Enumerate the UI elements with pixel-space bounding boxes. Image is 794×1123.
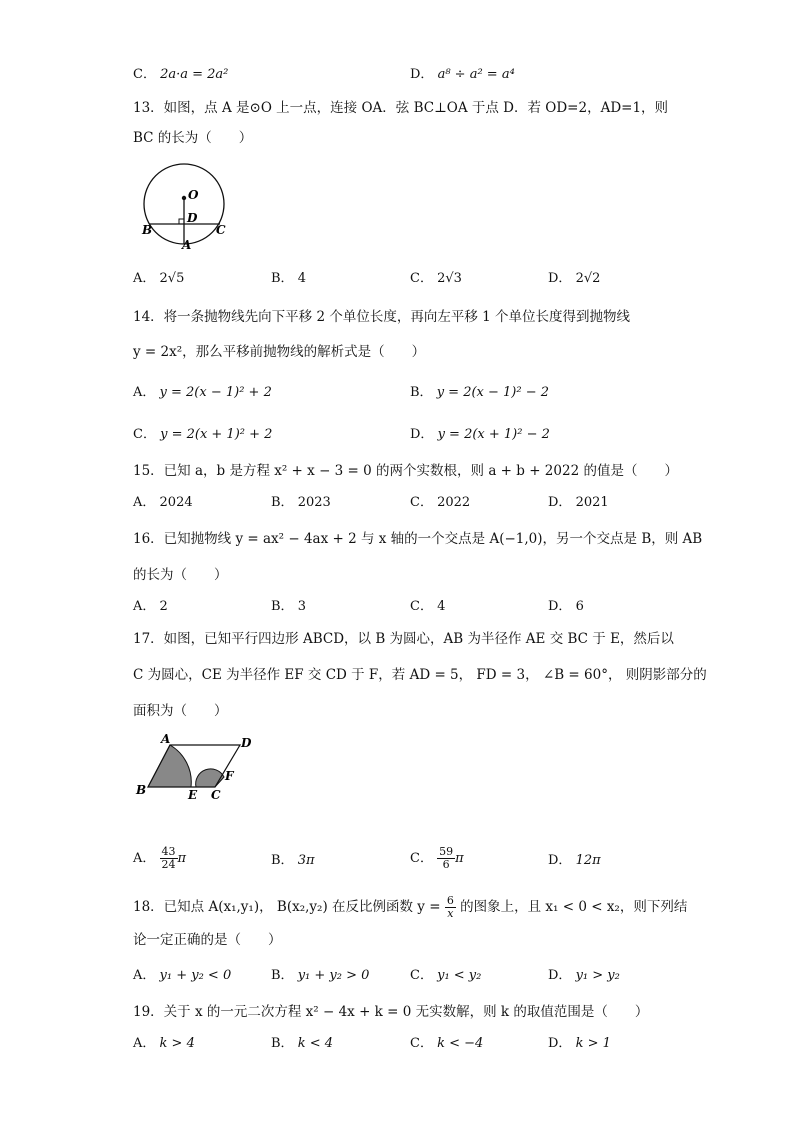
fraction: $\frac{43}{24}$ — [161, 845, 176, 871]
q17-stem-line2: C 为圆心，CE 为半径作 EF 交 CD 于 F，若 AD = 5， FD = 3， ∠B = 60°， 则阴影部分的 — [133, 667, 707, 683]
q14-option-a: A． y = 2(x − 1)² + 2 — [133, 385, 272, 400]
q15-option-b: B． 2023 — [271, 495, 331, 510]
label-c: C — [211, 788, 221, 802]
label-b: B — [136, 783, 147, 797]
q15-option-c: C． 2022 — [410, 495, 471, 510]
q14-stem-line1: 14．将一条抛物线先向下平移 2 个单位长度，再向左平移 1 个单位长度得到抛物线 — [133, 309, 631, 325]
label-a: A — [182, 238, 192, 252]
label-f: F — [225, 769, 234, 783]
q13-circle-figure — [138, 155, 234, 255]
label-a: A — [161, 732, 171, 746]
q19-stem-line1: 19．关于 x 的一元二次方程 x² − 4x + k = 0 无实数解，则 k 的取值范围是（ ） — [133, 1004, 649, 1020]
label-d: D — [187, 211, 198, 225]
q17-parallelogram-figure — [133, 730, 263, 805]
q16-option-d: D． 6 — [548, 599, 584, 614]
q16-option-b: B． 3 — [271, 599, 306, 614]
q17-stem-line1: 17．如图，已知平行四边形 ABCD，以 B 为圆心，AB 为半径作 AE 交 BC 于 E，然后以 — [133, 631, 674, 647]
fraction: $\frac{59}{6}$ — [439, 845, 454, 871]
q17-option-d: D． 12π — [548, 853, 601, 868]
option-label: D． — [410, 67, 434, 82]
label-e: E — [188, 788, 198, 802]
q19-option-d: D． k > 1 — [548, 1036, 611, 1051]
q13-option-d: D． 2√2 — [548, 271, 601, 286]
option-value: 2a·a = 2a² — [160, 67, 229, 82]
q13-stem-line2: BC 的长为（ ） — [133, 130, 253, 146]
q15-stem-line1: 15．已知 a，b 是方程 x² + x − 3 = 0 的两个实数根，则 a + b + 2022 的值是（ ） — [133, 463, 678, 479]
q18-option-d: D． y₁ > y₂ — [548, 968, 620, 983]
q12-option-c — [133, 66, 228, 84]
q14-option-d: D． y = 2(x + 1)² − 2 — [410, 427, 550, 442]
q15-option-a: A． 2024 — [133, 495, 193, 510]
label-d: D — [241, 736, 252, 750]
q13-option-c: C． 2√3 — [410, 271, 462, 286]
q18-stem-line2: 论一定正确的是（ ） — [133, 932, 282, 948]
q19-option-b: B． k < 4 — [271, 1036, 334, 1051]
q18-option-c: C． y₁ < y₂ — [410, 968, 482, 983]
label-o: O — [188, 188, 199, 202]
q16-stem-line1: 16．已知抛物线 y = ax² − 4ax + 2 与 x 轴的一个交点是 A(−1,0)，另一个交点是 B，则 AB — [133, 531, 703, 547]
q18-option-b: B． y₁ + y₂ > 0 — [271, 968, 370, 983]
q19-option-a: A． k > 4 — [133, 1036, 195, 1051]
q14-stem-line2: y = 2x²，那么平移前抛物线的解析式是（ ） — [133, 344, 426, 360]
option-value: a⁸ ÷ a² = a⁴ — [437, 67, 515, 82]
option-label: C． — [133, 67, 156, 82]
right-angle-mark — [179, 219, 184, 224]
q13-option-b: B． 4 — [271, 271, 306, 286]
label-b: B — [142, 223, 153, 237]
q17-stem-line3: 面积为（ ） — [133, 703, 228, 719]
center-dot — [182, 196, 186, 200]
q18-stem-line1: 18．已知点 A(x₁,y₁)， B(x₂,y₂) 在反比例函数 y = $\frac{6}{x}$ 的图象上，且 x₁ < 0 < x₂，则下列结 — [133, 894, 688, 920]
q17-option-b: B． 3π — [271, 853, 315, 868]
shaded-sector-b — [148, 745, 191, 787]
q18-option-a: A． y₁ + y₂ < 0 — [133, 968, 232, 983]
q14-option-b: B． y = 2(x − 1)² − 2 — [410, 385, 550, 400]
q12-option-d — [410, 66, 515, 84]
q19-option-c: C． k < −4 — [410, 1036, 484, 1051]
q17-option-c: C． $\frac{59}{6}$ π — [410, 845, 464, 871]
q16-option-a: A． 2 — [133, 599, 168, 614]
fraction-6-over-x: $\frac{6}{x}$ — [446, 894, 454, 920]
q14-option-c: C． y = 2(x + 1)² + 2 — [133, 427, 273, 442]
q16-stem-line2: 的长为（ ） — [133, 567, 228, 583]
q13-option-a: A． 2√5 — [133, 271, 185, 286]
q13-stem-line1: 13．如图，点 A 是⊙O 上一点，连接 OA．弦 BC⊥OA 于点 D．若 OD=2，AD=1，则 — [133, 100, 669, 116]
q15-option-d: D． 2021 — [548, 495, 609, 510]
q17-option-a: A． $\frac{43}{24}$ π — [133, 845, 187, 871]
label-c: C — [216, 223, 226, 237]
q16-option-c: C． 4 — [410, 599, 446, 614]
